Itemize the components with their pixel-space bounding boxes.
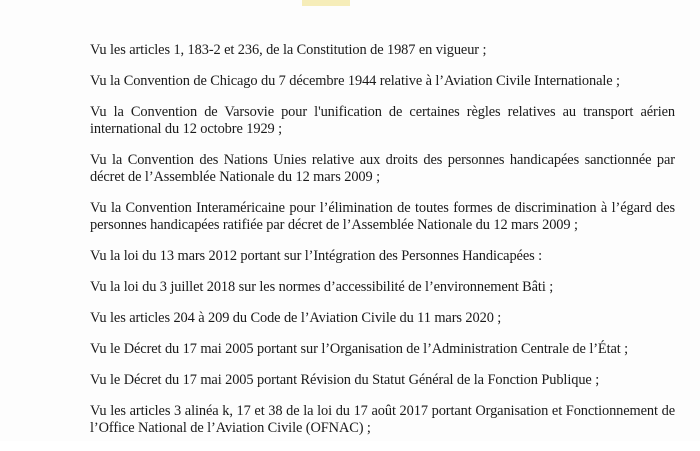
highlight-mark [302, 0, 350, 6]
clause-aviation-code: Vu les articles 204 à 209 du Code de l’Aviation Civile du 11 mars 2020 ; [90, 310, 502, 326]
clause-chicago-convention: Vu la Convention de Chicago du 7 décembre 1944 relative à l’Aviation Civile Internationale ; [90, 73, 620, 89]
clause-un-convention: Vu la Convention des Nations Unies relative aux droits des personnes handicapées sanctionnée par décret de l’Assemblée Nationale du 12 mars 2009 ; [90, 152, 675, 185]
clause-ofnac-law: Vu les articles 3 alinéa k, 17 et 38 de la loi du 17 août 2017 portant Organisation et Fonctionnement de l’Office National de l’Aviation Civile (OFNAC) ; [90, 403, 675, 436]
clause-warsaw-convention: Vu la Convention de Varsovie pour l'unification de certaines règles relatives au transport aérien international du 12 octobre 1929 ; [90, 104, 675, 137]
clause-constitution: Vu les articles 1, 183-2 et 236, de la Constitution de 1987 en vigueur ; [90, 42, 487, 58]
clause-law-2012: Vu la loi du 13 mars 2012 portant sur l’Intégration des Personnes Handicapées : [90, 248, 543, 264]
clause-decree-administration: Vu le Décret du 17 mai 2005 portant sur l’Organisation de l’Administration Centrale de l’État ; [90, 341, 629, 357]
clause-interamerican-convention: Vu la Convention Interaméricaine pour l’élimination de toutes formes de discrimination à l’égard des personnes handicapées ratifiée par décret de l’Assemblée Nationale du 12 mars 2009 ; [90, 200, 675, 233]
preamble-clauses [90, 42, 675, 451]
clause-decree-fonction-publique: Vu le Décret du 17 mai 2005 portant Révision du Statut Général de la Fonction Publique ; [90, 372, 600, 388]
clause-law-2018: Vu la loi du 3 juillet 2018 sur les normes d’accessibilité de l’environnement Bâti ; [90, 279, 554, 295]
